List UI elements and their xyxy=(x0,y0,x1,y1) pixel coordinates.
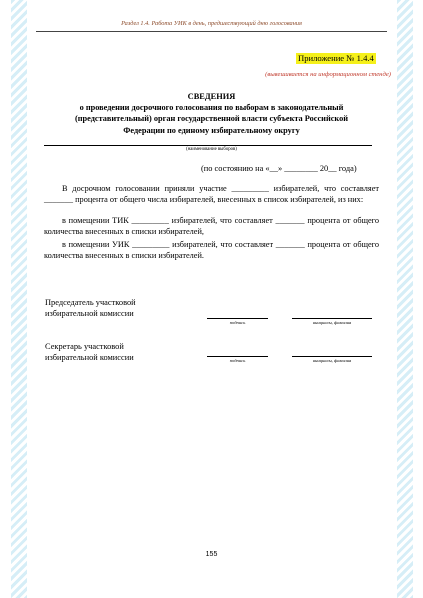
body-paragraph-total: В досрочном голосовании приняли участие _________ избирателей, что составляет _______ процента от общего числа избирателей, внесенных в список избирателей, из них: xyxy=(44,184,379,204)
secretary-role: Секретарь участковой избирательной комиссии xyxy=(45,342,134,362)
document-subtitle xyxy=(36,102,387,136)
subtitle-line-2: (представительный) орган государственной власти субъекта Российской xyxy=(74,114,349,124)
right-decorative-border xyxy=(397,0,413,598)
secretary-name-line xyxy=(292,356,372,357)
as-of-date: (по состоянию на «__» ________ 20__ года) xyxy=(201,164,357,173)
chairman-name-line xyxy=(292,318,372,319)
document-title: СВЕДЕНИЯ xyxy=(187,92,236,101)
chairman-role: Председатель участковой избирательной комиссии xyxy=(45,298,136,318)
page-number: 155 xyxy=(205,551,218,558)
appendix-note: (вывешивается на информационном стенде) xyxy=(265,71,391,78)
chairman-signature-caption: подпись xyxy=(229,320,246,325)
appendix-label: Приложение № 1.4.4 xyxy=(298,53,374,63)
subtitle-line-1: о проведении досрочного голосования по выборам в законодательный xyxy=(79,103,344,112)
chairman-name-caption: инициалы, фамилия xyxy=(312,320,352,325)
body-paragraph-uik: в помещении УИК _________ избирателей, что составляет _______ процента от общего количества внесенных в списки избирателей. xyxy=(44,240,379,260)
secretary-signature-caption: подпись xyxy=(229,358,246,363)
secretary-signature-line xyxy=(207,356,268,357)
secretary-name-caption: инициалы, фамилия xyxy=(312,358,352,363)
subtitle-line-3: Федерации по единому избирательному округу xyxy=(123,125,300,135)
header-divider xyxy=(36,31,387,32)
body-paragraph-tik: в помещении ТИК _________ избирателей, что составляет _______ процента от общего количества внесенных в списки избирателей, xyxy=(44,216,379,236)
election-name-blank xyxy=(44,145,372,146)
section-header: Раздел 1.4. Работа УИК в день, предшествующий дню голосования xyxy=(121,20,302,27)
left-decorative-border xyxy=(11,0,27,598)
election-name-caption: (наименование выборов) xyxy=(186,147,237,152)
chairman-signature-line xyxy=(207,318,268,319)
